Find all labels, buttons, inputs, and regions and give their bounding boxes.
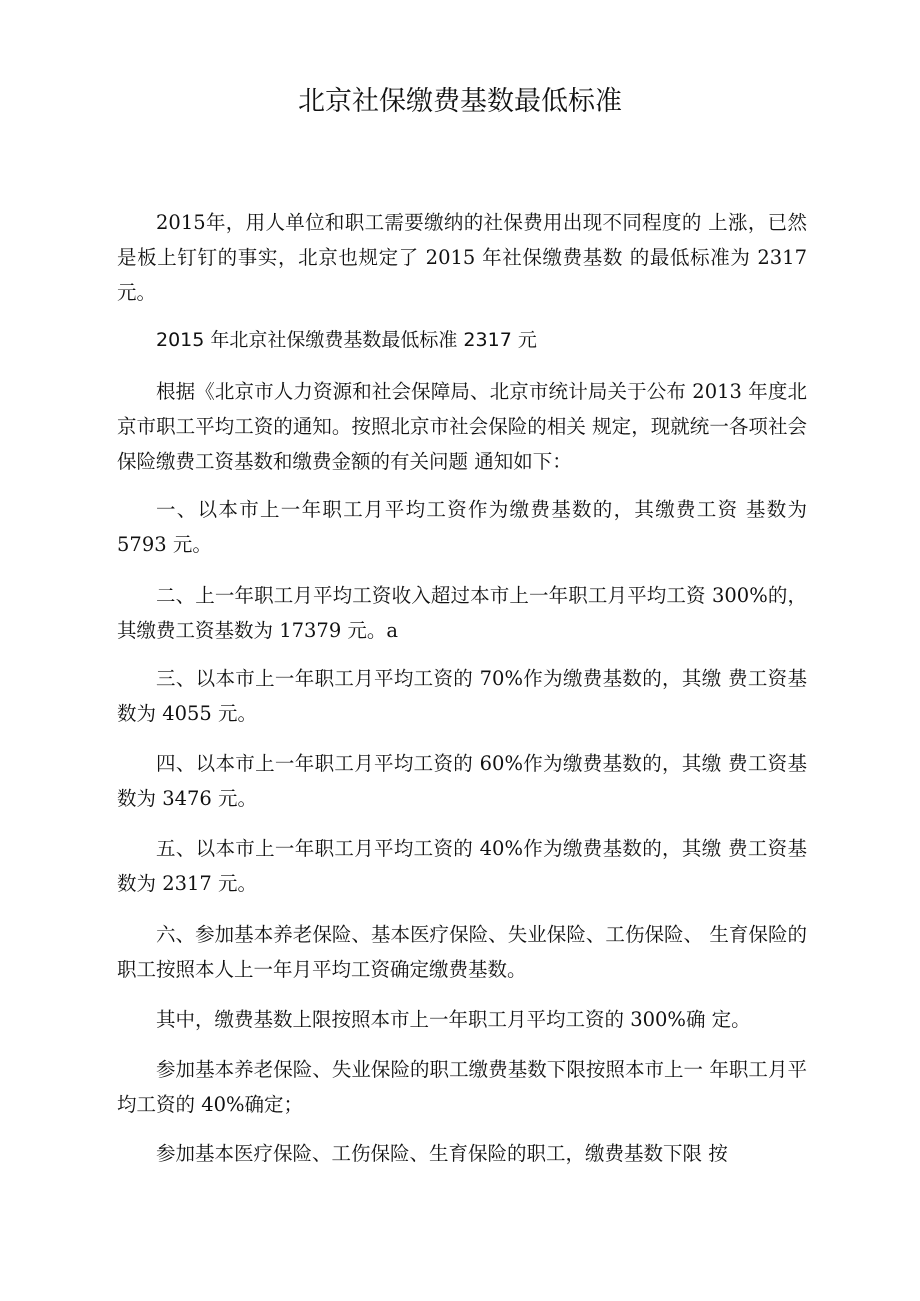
paragraph-item-1: 一、以本市上一年职工月平均工资作为缴费基数的，其缴费工资 基数为 5793 元。 [117, 498, 807, 556]
paragraph-upper-limit: 其中，缴费基数上限按照本市上一年职工月平均工资的 300%确 定。 [156, 1008, 751, 1031]
paragraph-basis: 根据《北京市人力资源和社会保障局、北京市统计局关于公布 2013 年度北京市职工平均工资的通知。按照北京市社会保险的相关 规定，现就统一各项社会保险缴费工资基数和缴费金额的有关问题 通知如下： [117, 380, 807, 473]
paragraph-item-2: 二、上一年职工月平均工资收入超过本市上一年职工月平均工资 300%的，其缴费工资基数为 17379 元。a [117, 584, 807, 642]
page-title: 北京社保缴费基数最低标准 [298, 86, 622, 117]
paragraph-item-4: 四、以本市上一年职工月平均工资的 60%作为缴费基数的，其缴 费工资基数为 3476 元。 [117, 752, 807, 810]
paragraph-item-3: 三、以本市上一年职工月平均工资的 70%作为缴费基数的，其缴 费工资基数为 4055 元。 [117, 667, 807, 725]
paragraph-medical-lower-limit: 参加基本医疗保险、工伤保险、生育保险的职工，缴费基数下限 按 [156, 1142, 728, 1165]
paragraph-item-6: 六、参加基本养老保险、基本医疗保险、失业保险、工伤保险、 生育保险的职工按照本人上一年月平均工资确定缴费基数。 [117, 923, 807, 981]
paragraph-pension-lower-limit: 参加基本养老保险、失业保险的职工缴费基数下限按照本市上一 年职工月平均工资的 40%确定； [117, 1058, 807, 1116]
paragraph-item-5: 五、以本市上一年职工月平均工资的 40%作为缴费基数的，其缴 费工资基数为 2317 元。 [117, 837, 807, 895]
paragraph-subheading: 2015 年北京社保缴费基数最低标准 2317 元 [156, 329, 537, 351]
paragraph-intro: 2015年，用人单位和职工需要缴纳的社保费用出现不同程度的 上涨，已然是板上钉钉的事实，北京也规定了 2015 年社保缴费基数 的最低标准为 2317 元。 [117, 211, 807, 304]
